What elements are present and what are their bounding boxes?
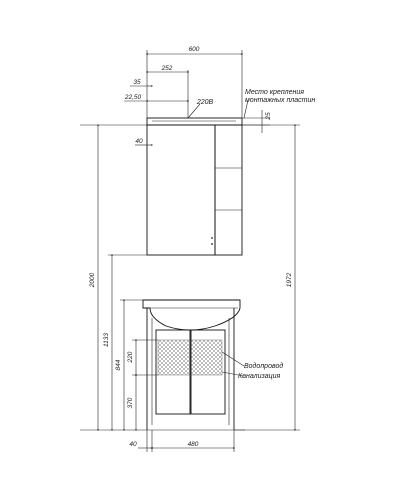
dim-480: 480 xyxy=(187,441,199,448)
vanity-right-door xyxy=(191,330,225,414)
dim-2000: 2000 xyxy=(89,272,96,288)
dim-252: 252 xyxy=(161,65,173,72)
cabinet-open-shelves xyxy=(215,125,242,255)
cabinet-mirror-door xyxy=(147,125,215,255)
dim-1972: 1972 xyxy=(286,272,293,288)
dim-35: 35 xyxy=(133,79,141,86)
dim-22-50: 22,50 xyxy=(124,94,142,101)
dim-40-bottom: 40 xyxy=(129,441,137,448)
vanity-unit xyxy=(80,300,245,430)
dim-1133: 1133 xyxy=(103,333,110,347)
mount-place-label-2: монтажных пластин xyxy=(245,97,316,104)
dim-25: 25 xyxy=(265,112,272,120)
mount-place-label-1: Место крепления xyxy=(245,89,305,96)
cabinet-top-lamp xyxy=(147,118,242,125)
dim-844: 844 xyxy=(115,359,122,371)
dim-600: 600 xyxy=(188,46,200,53)
dim-40-top: 40 xyxy=(135,138,143,145)
sink-basin xyxy=(143,300,240,330)
power-220v-label: 220В xyxy=(196,99,214,106)
dim-370: 370 xyxy=(127,397,134,409)
dim-220: 220 xyxy=(127,351,134,363)
water-supply-label: Водопровод xyxy=(244,363,284,370)
mirror-cabinet xyxy=(147,118,242,255)
sewerage-label: Канализация xyxy=(238,373,281,380)
